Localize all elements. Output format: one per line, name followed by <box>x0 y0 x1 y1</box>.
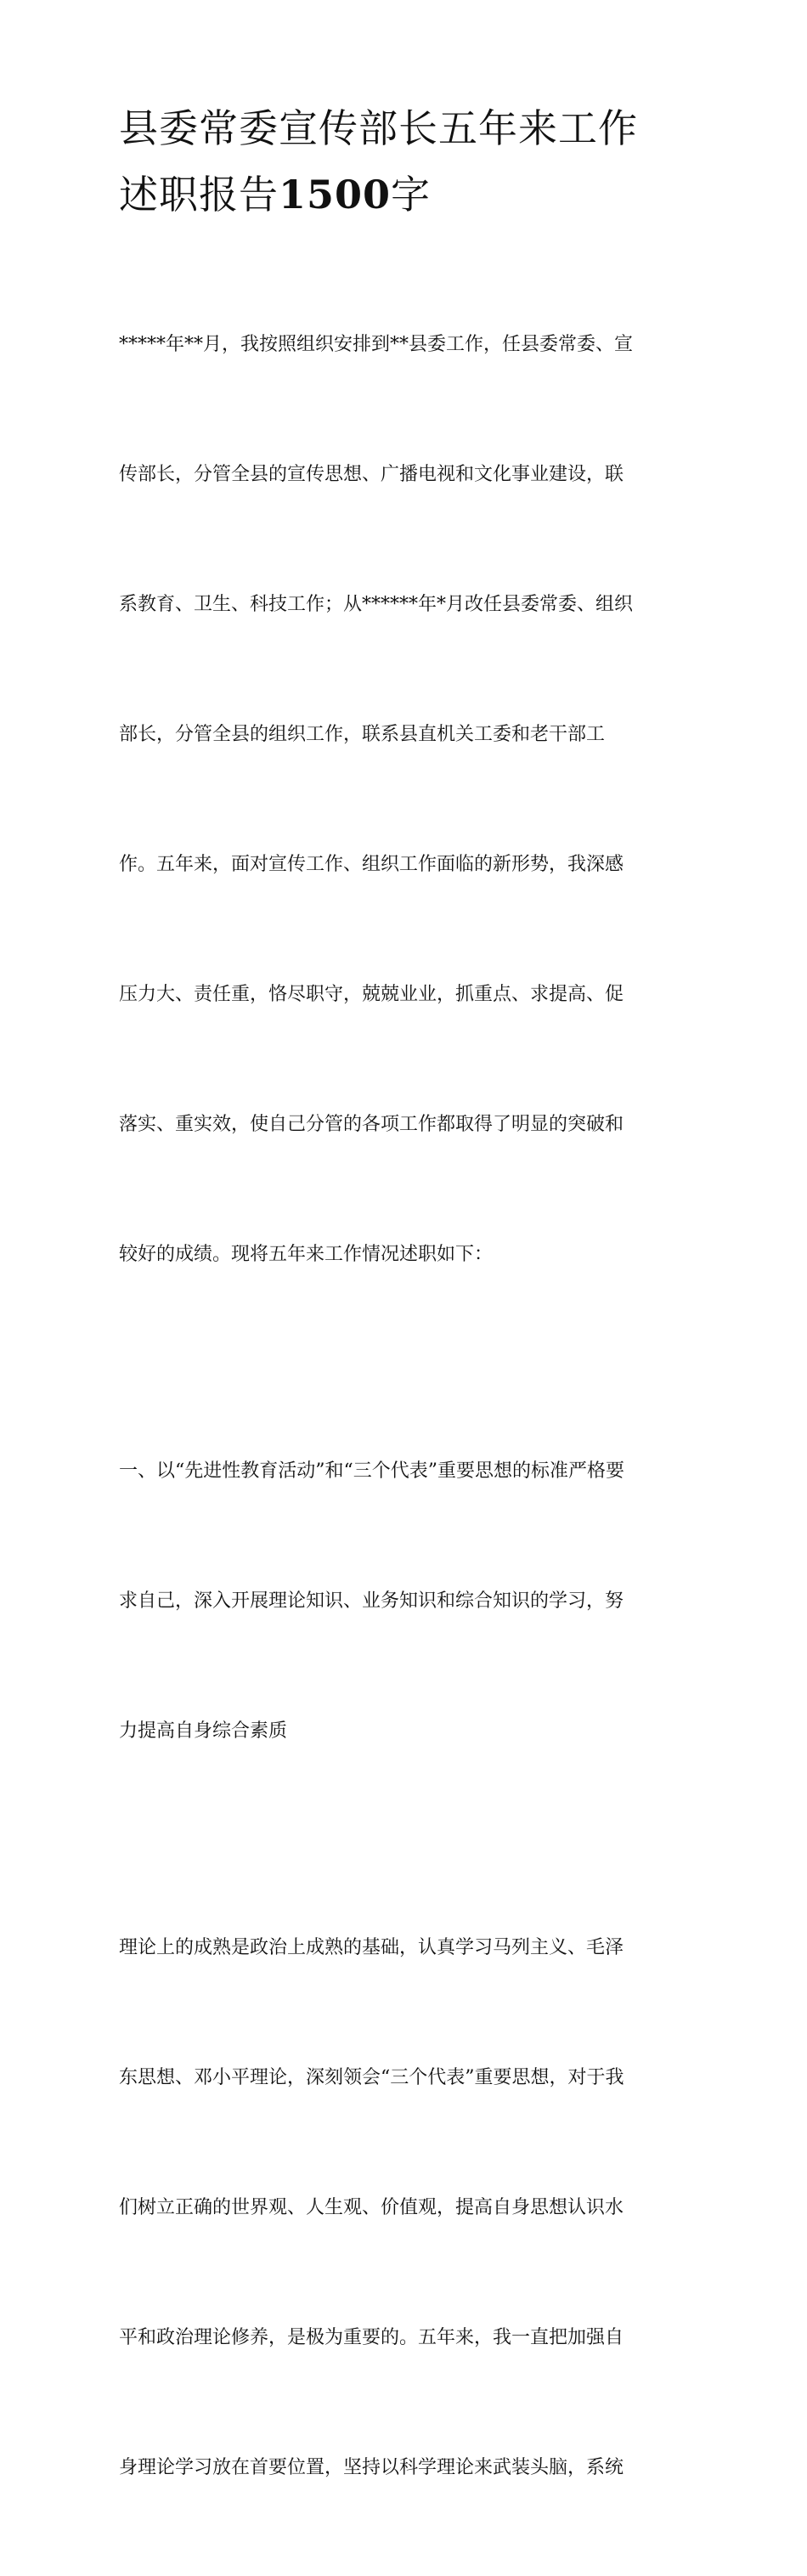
document-title <box>119 95 697 228</box>
text-line: 力提高自身综合素质 <box>119 1720 288 1742</box>
title-number: 1500 <box>279 172 392 217</box>
text-line: 压力大、责任重，恪尽职守，兢兢业业，抓重点、求提高、促 <box>119 984 624 1005</box>
title-text: 述职报告 <box>119 172 279 217</box>
text-line: 系教育、卫生、科技工作；从******年*月改任县委常委、组织 <box>119 594 634 615</box>
text-line: 较好的成绩。现将五年来工作情况述职如下： <box>119 1244 494 1265</box>
title-line-1: 县委常委宣传部长五年来工作 <box>119 105 638 151</box>
text-line: 落实、重实效，使自己分管的各项工作都取得了明显的突破和 <box>119 1114 624 1135</box>
paragraph-intro <box>119 236 697 1363</box>
text-line: 们树立正确的世界观、人生观、价值观，提高自身思想认识水 <box>119 2197 624 2218</box>
text-line: 求自己，深入开展理论知识、业务知识和综合知识的学习，努 <box>119 1590 624 1612</box>
section-heading-1 <box>119 1363 697 1839</box>
text-line: 一、以“先进性教育活动”和“三个代表”重要思想的标准严格要 <box>119 1460 624 1482</box>
text-line: 平和政治理论修养，是极为重要的。五年来，我一直把加强自 <box>119 2327 624 2348</box>
paragraph-theory <box>119 1839 697 2576</box>
text-line: *****年**月，我按照组织安排到**县委工作，任县委常委、宣 <box>119 334 634 355</box>
document-content <box>119 95 697 2576</box>
title-line-2 <box>119 161 697 228</box>
text-line: 部长，分管全县的组织工作，联系县直机关工委和老干部工 <box>119 724 606 745</box>
text-line: 理论上的成熟是政治上成熟的基础，认真学习马列主义、毛泽 <box>119 1937 624 1958</box>
title-suffix: 字 <box>391 172 432 217</box>
text-line: 身理论学习放在首要位置，坚持以科学理论来武装头脑，系统 <box>119 2457 624 2478</box>
text-line: 作。五年来，面对宣传工作、组织工作面临的新形势，我深感 <box>119 854 624 875</box>
text-line: 东思想、邓小平理论，深刻领会“三个代表”重要思想，对于我 <box>119 2067 624 2088</box>
text-line: 传部长，分管全县的宣传思想、广播电视和文化事业建设，联 <box>119 464 624 485</box>
